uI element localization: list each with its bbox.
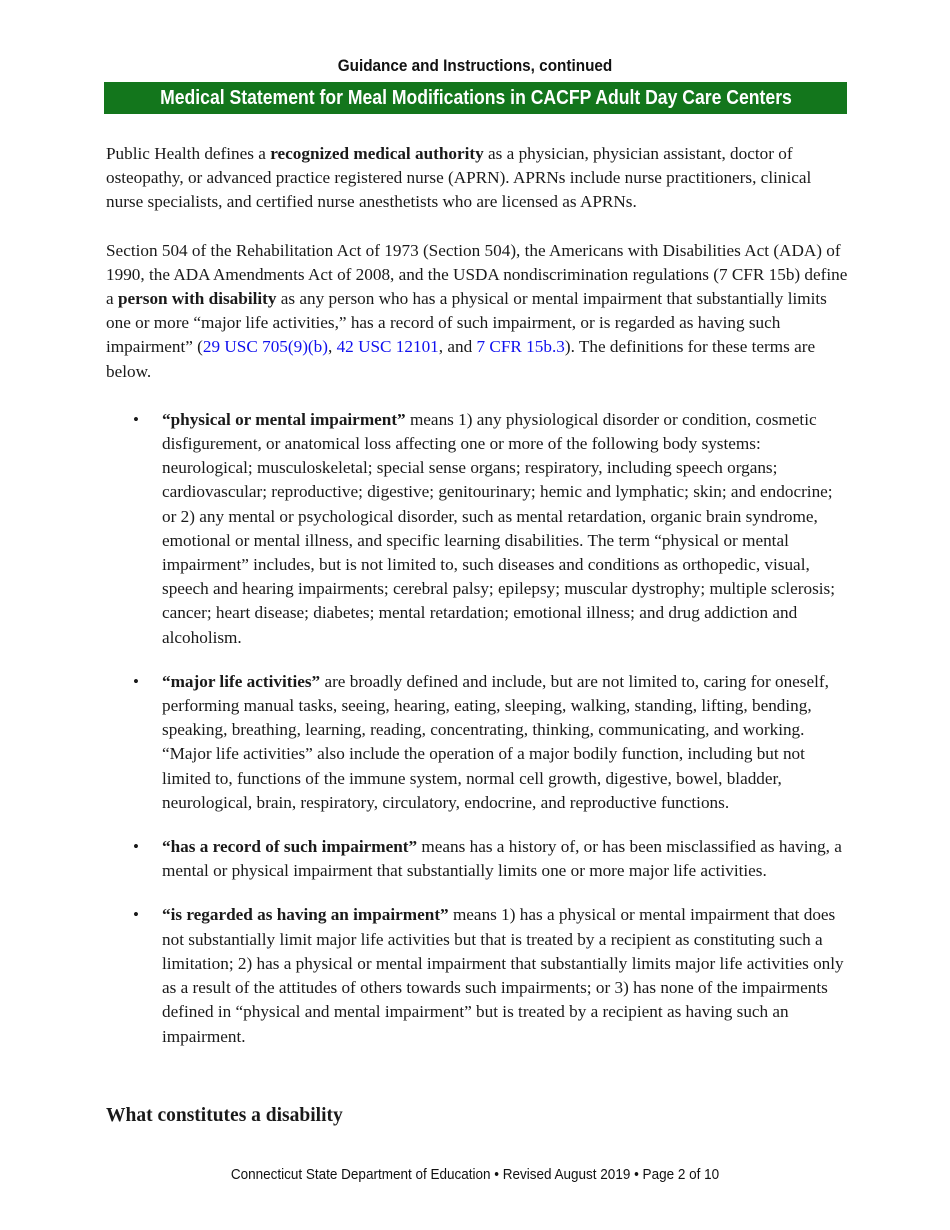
page-footer: Connecticut State Department of Education • Revised August 2019 • Page 2 of 10 bbox=[230, 1166, 720, 1183]
definition-text: means 1) any physiological disorder or condition, cosmetic disfigurement, or anatomical loss affecting one or more of the following body systems: neurological; musculoskeletal; special sense organs; respiratory, including speech organs; cardiovascular; reproductive; digestive; genitourinary; hemic and lymphatic; skin; and endocrine; or 2) any mental or psychological disorder, such as mental retardation, organic brain syndrome, emotional or mental illness, and specific learning disabilities. The term “physical or mental impairment” includes, but is not limited to, such diseases and conditions as orthopedic, visual, speech and hearing impairments; cerebral palsy; epilepsy; muscular dystrophy; multiple sclerosis; cancer; heart disease; diabetes; mental retardation; emotional illness; and drug addiction and alcoholism. bbox=[162, 409, 835, 647]
list-item bbox=[106, 903, 848, 1048]
definition-text: are broadly defined and include, but are not limited to, caring for oneself, performing manual tasks, seeing, hearing, eating, sleeping, walking, standing, lifting, bending, speaking, breathing, learning, reading, concentrating, thinking, communicating, and working. “Major life activities” also include the operation of a major bodily function, including but not limited to, functions of the immune system, normal cell growth, digestive, bowel, bladder, neurological, brain, respiratory, circulatory, endocrine, and reproductive functions. bbox=[162, 671, 829, 812]
term-person-with-disability: person with disability bbox=[117, 289, 277, 309]
link-29-usc[interactable]: 29 USC 705(9)(b) bbox=[202, 337, 328, 357]
definition-text: means has a history of, or has been misclassified as having, a mental or physical impairment that substantially limits one or more major life activities. bbox=[162, 837, 842, 881]
banner-title: Medical Statement for Meal Modifications in CACFP Adult Day Care Centers bbox=[159, 86, 792, 109]
bullet-icon: • bbox=[133, 409, 139, 429]
p2-sep2: , and bbox=[438, 337, 477, 357]
p2-sep1: , bbox=[327, 337, 337, 357]
list-item bbox=[106, 835, 848, 883]
p1-pre: Public Health defines a bbox=[106, 144, 271, 163]
definition-text: means 1) has a physical or mental impairment that does not substantially limit major life activities but that is treated by a recipient as constituting such a limitation; 2) has a physical or mental impairment that substantially limits major life activities only as a result of the attitudes of others towards such impairments; or 3) has none of the impairments defined in “physical and mental impairment” but is treated by a recipient as having such an impairment. bbox=[162, 905, 844, 1046]
paragraph-medical-authority bbox=[106, 142, 848, 215]
p2-post: ). The definitions for these terms are below. bbox=[106, 337, 816, 381]
list-item bbox=[106, 408, 848, 650]
definitions-list bbox=[106, 408, 848, 1049]
main-content bbox=[106, 142, 848, 1069]
title-banner bbox=[104, 82, 847, 114]
link-42-usc[interactable]: 42 USC 12101 bbox=[336, 337, 439, 357]
definition-term: “physical or mental impairment” bbox=[162, 409, 406, 429]
p2-pre: Section 504 of the Rehabilitation Act of 1973 (Section 504), the Americans with Disabilities Act (ADA) of 1990, the ADA Amendments Act of 2008, and the USDA nondiscrimination regulations (7 CFR 15b) define a bbox=[106, 240, 848, 309]
bullet-icon: • bbox=[133, 905, 139, 925]
definition-term: “is regarded as having an impairment” bbox=[162, 905, 449, 925]
p1-post: as a physician, physician assistant, doctor of osteopathy, or advanced practice registered nurse (APRN). APRNs include nurse practitioners, clinical nurse specialists, and certified nurse anesthetists who are licensed as APRNs. bbox=[106, 144, 812, 212]
link-7-cfr[interactable]: 7 CFR 15b.3 bbox=[476, 337, 565, 357]
definition-term: “has a record of such impairment” bbox=[162, 837, 418, 857]
p2-mid: as any person who has a physical or mental impairment that substantially limits one or more “major life activities,” has a record of such impairment, or is regarded as having such impairment” ( bbox=[106, 289, 827, 357]
paragraph-person-with-disability bbox=[106, 239, 848, 384]
section-heading: What constitutes a disability bbox=[106, 1105, 343, 1126]
list-item bbox=[106, 670, 848, 815]
bullet-icon: • bbox=[133, 837, 139, 857]
continued-heading: Guidance and Instructions, continued bbox=[337, 56, 613, 75]
bullet-icon: • bbox=[133, 671, 139, 691]
term-recognized-medical-authority: recognized medical authority bbox=[270, 144, 484, 163]
definition-term: “major life activities” bbox=[162, 671, 321, 691]
